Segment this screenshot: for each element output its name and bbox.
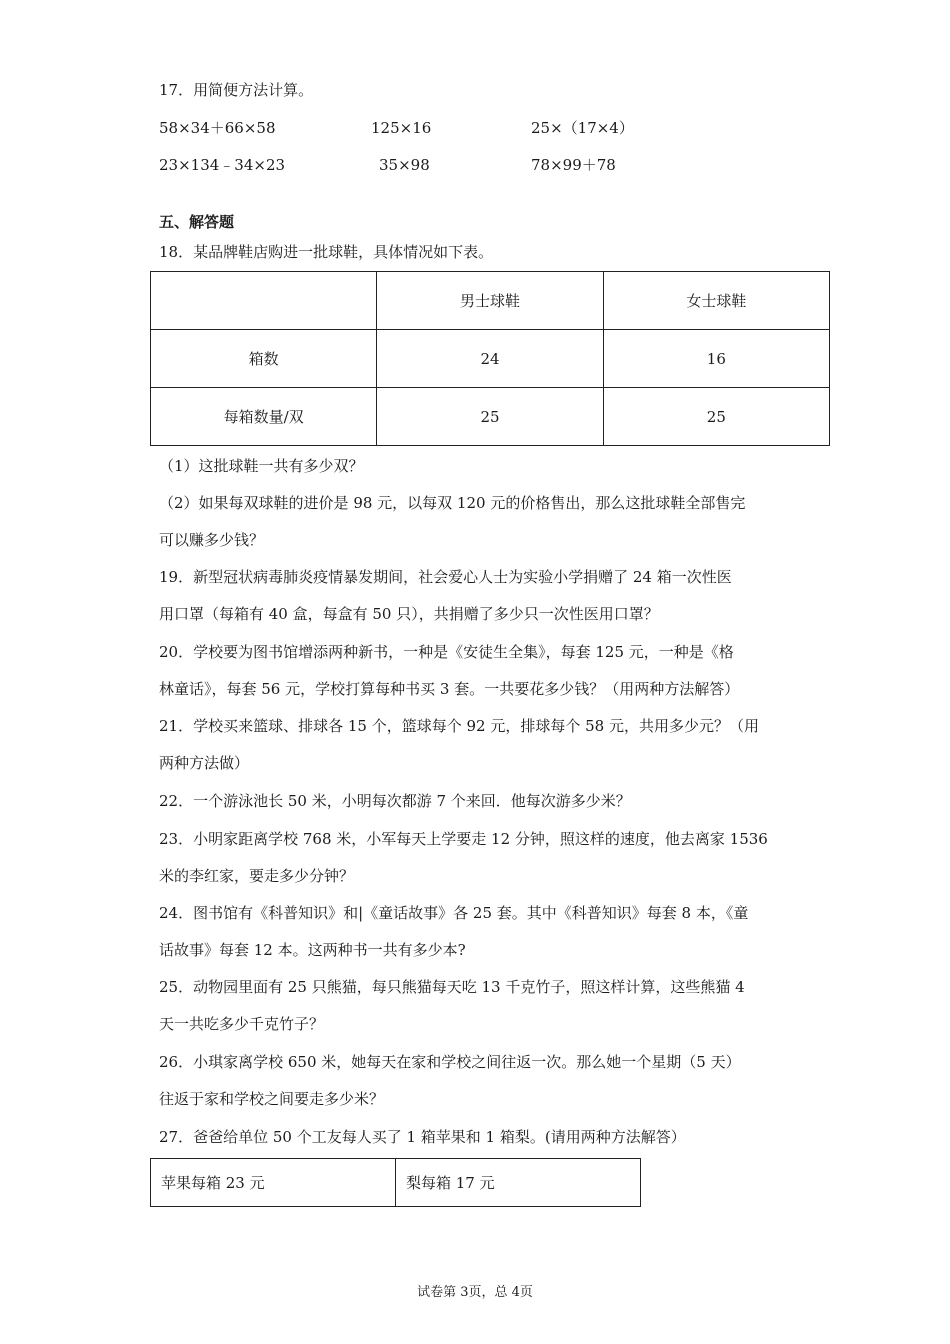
fruit-price-table (150, 1158, 641, 1207)
table-cell: 25 (377, 388, 603, 446)
section-title: 五、解答题 (159, 213, 235, 231)
q17-expr-2: 125×16 (371, 119, 432, 137)
q26-line2: 往返于家和学校之间要走多少米？ (159, 1090, 385, 1108)
q26-line1: 26．小琪家离学校 650 米，她每天在家和学校之间往返一次。那么她一个星期（5 天） (159, 1053, 741, 1071)
table-cell: 梨每箱 17 元 (396, 1159, 641, 1207)
q22-line1: 22．一个游泳池长 50 米，小明每次都游 7 个来回．他每次游多少米？ (159, 792, 631, 810)
q20-line2: 林童话》，每套 56 元，学校打算每种书买 3 套。一共要花多少钱？（用两种方法解答） (159, 680, 740, 698)
q27-line1: 27．爸爸给单位 50 个工友每人买了 1 箱苹果和 1 箱梨。(请用两种方法解答） (159, 1128, 686, 1146)
q21-line2: 两种方法做） (159, 754, 250, 772)
table-cell: 24 (377, 330, 603, 388)
shoe-table (150, 271, 830, 446)
q17-expr-1: 58×34＋66×58 (159, 119, 276, 137)
q17-expr-5: 35×98 (379, 156, 430, 174)
q20-line1: 20．学校要为图书馆增添两种新书，一种是《安徒生全集》，每套 125 元，一种是《格 (159, 643, 734, 661)
q19-line2: 用口罩（每箱有 40 盒，每盒有 50 只），共捐赠了多少只一次性医用口罩？ (159, 605, 659, 623)
q18-sub2-line2: 可以赚多少钱？ (159, 531, 265, 549)
q17-expr-6: 78×99＋78 (531, 156, 616, 174)
q21-line1: 21．学校买来篮球、排球各 15 个，篮球每个 92 元，排球每个 58 元，共用多少元？（用 (159, 717, 759, 735)
table-cell: 16 (603, 330, 829, 388)
table-header-cell: 女士球鞋 (603, 272, 829, 330)
q25-line2: 天一共吃多少千克竹子？ (159, 1015, 325, 1033)
table-cell (151, 272, 377, 330)
table-row (151, 272, 830, 330)
q25-line1: 25．动物园里面有 25 只熊猫，每只熊猫每天吃 13 千克竹子，照这样计算，这些熊猫 4 (159, 978, 745, 996)
table-row (151, 388, 830, 446)
q17-expr-3: 25×（17×4） (531, 119, 634, 137)
q18-sub1: （1）这批球鞋一共有多少双？ (159, 457, 364, 475)
q24-line1: 24．图书馆有《科普知识》和|《童话故事》各 25 套。其中《科普知识》每套 8 本，《童 (159, 904, 749, 922)
q23-line2: 米的李红家，要走多少分钟？ (159, 867, 355, 885)
q18-title: 18．某品牌鞋店购进一批球鞋，具体情况如下表。 (159, 243, 494, 261)
table-row-label: 每箱数量/双 (151, 388, 377, 446)
q24-line2: 话故事》每套 12 本。这两种书一共有多少本? (159, 941, 466, 959)
page-footer: 试卷第 3页，总 4页 (417, 1285, 533, 1300)
q18-sub2-line1: （2）如果每双球鞋的进价是 98 元，以每双 120 元的价格售出，那么这批球鞋全部售完 (159, 494, 746, 512)
q17-expr-4: 23×134﹣34×23 (159, 156, 286, 174)
table-cell: 苹果每箱 23 元 (151, 1159, 396, 1207)
table-row (151, 330, 830, 388)
q19-line1: 19．新型冠状病毒肺炎疫情暴发期间，社会爱心人士为实验小学捐赠了 24 箱一次性医 (159, 568, 732, 586)
table-row (151, 1159, 641, 1207)
table-row-label: 箱数 (151, 330, 377, 388)
q23-line1: 23．小明家距离学校 768 米，小军每天上学要走 12 分钟，照这样的速度，他去离家 1536 (159, 830, 768, 848)
table-header-cell: 男士球鞋 (377, 272, 603, 330)
table-cell: 25 (603, 388, 829, 446)
q17-title: 17．用简便方法计算。 (159, 81, 314, 99)
